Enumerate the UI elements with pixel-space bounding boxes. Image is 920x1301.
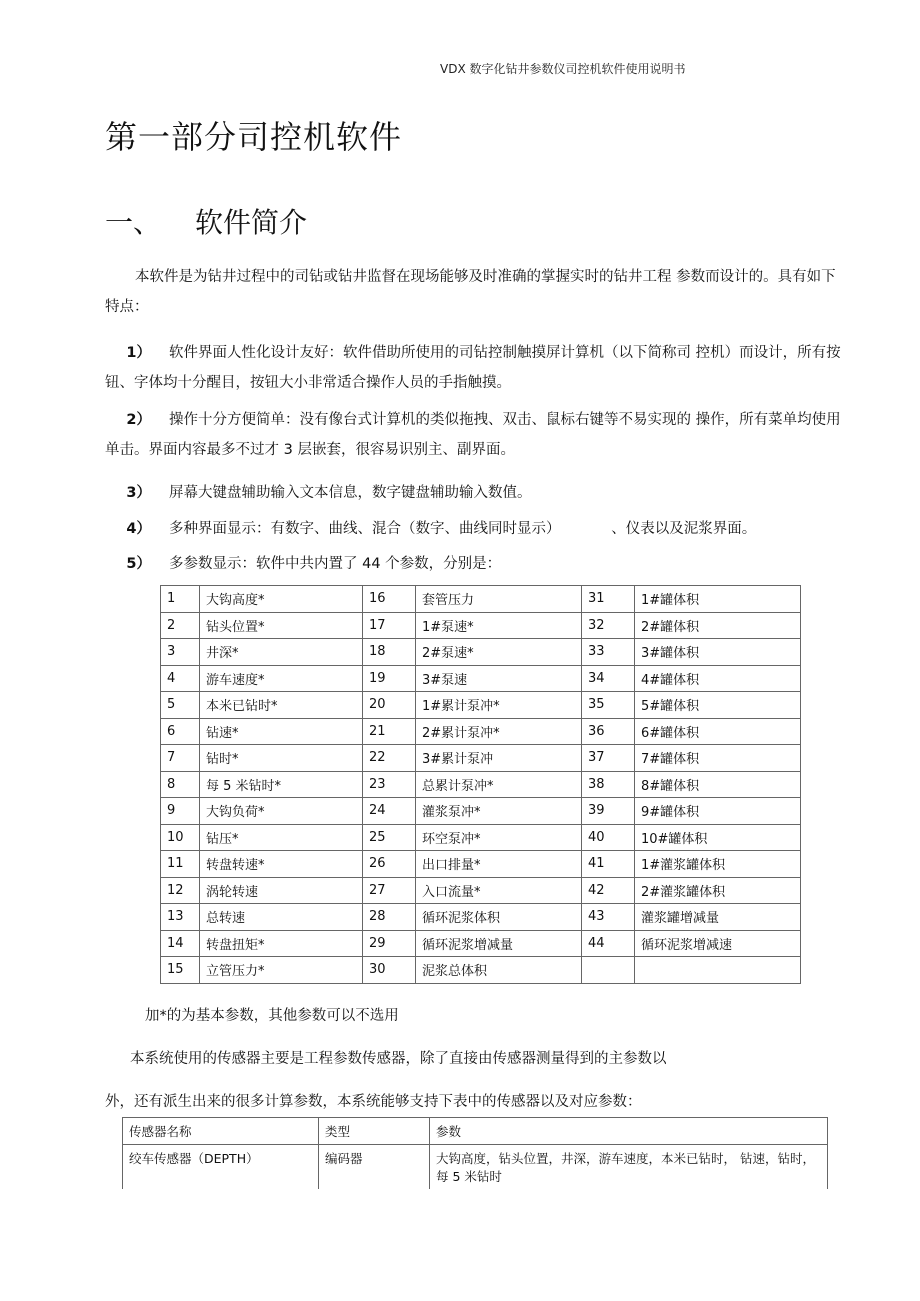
table-row (161, 877, 801, 904)
param-number-cell: 18 (363, 639, 416, 666)
param-name-cell: 1#灌浆罐体积 (635, 851, 801, 878)
param-name-cell: 6#罐体积 (635, 718, 801, 745)
param-number-cell: 21 (363, 718, 416, 745)
table-row (161, 771, 801, 798)
param-name-cell: 井深* (200, 639, 363, 666)
param-number-cell: 26 (363, 851, 416, 878)
param-number-cell: 11 (161, 851, 200, 878)
table-row (123, 1145, 828, 1190)
param-number-cell (582, 957, 635, 984)
feature-number: 3） (126, 485, 151, 501)
param-name-cell: 2#罐体积 (635, 612, 801, 639)
param-name-cell: 灌浆罐增减量 (635, 904, 801, 931)
param-number-cell: 4 (161, 665, 200, 692)
feature-text: 多参数显示：软件中共内置了 44 个参数，分别是： (169, 556, 502, 572)
param-name-cell: 5#罐体积 (635, 692, 801, 719)
param-name-cell: 1#累计泵冲* (416, 692, 582, 719)
table-row (161, 612, 801, 639)
param-name-cell: 出口排量* (416, 851, 582, 878)
param-number-cell: 2 (161, 612, 200, 639)
intro-paragraph: 本软件是为钻井过程中的司钻或钻井监督在现场能够及时准确的掌握实时的钻井工程 参数而设计的。具有如下特点： (105, 269, 836, 315)
param-name-cell: 4#罐体积 (635, 665, 801, 692)
param-name-cell: 灌浆泵冲* (416, 798, 582, 825)
param-number-cell: 7 (161, 745, 200, 772)
param-number-cell: 23 (363, 771, 416, 798)
param-number-cell: 6 (161, 718, 200, 745)
header-cell: 类型 (319, 1118, 430, 1145)
basic-parameter-note: 加*的为基本参数，其他参数可以不选用 (145, 1008, 399, 1024)
sensor-type-cell: 编码器 (319, 1145, 430, 1190)
table-row (161, 665, 801, 692)
table-row (161, 639, 801, 666)
param-name-cell: 9#罐体积 (635, 798, 801, 825)
table-row (161, 851, 801, 878)
feature-text: 屏幕大键盘辅助输入文本信息，数字键盘辅助输入数值。 (169, 485, 532, 501)
param-name-cell: 循环泥浆增减速 (635, 930, 801, 957)
table-row (161, 745, 801, 772)
param-number-cell: 12 (161, 877, 200, 904)
param-number-cell: 19 (363, 665, 416, 692)
section-number: 一、 (105, 206, 162, 239)
param-name-cell: 3#累计泵冲 (416, 745, 582, 772)
feature-number: 2） (126, 412, 151, 428)
param-number-cell: 5 (161, 692, 200, 719)
param-number-cell: 25 (363, 824, 416, 851)
section-title-text: 软件简介 (195, 206, 308, 239)
param-name-cell: 泥浆总体积 (416, 957, 582, 984)
table-row (161, 798, 801, 825)
table-row (161, 904, 801, 931)
param-name-cell: 立管压力* (200, 957, 363, 984)
param-number-cell: 14 (161, 930, 200, 957)
table-row (161, 718, 801, 745)
feature-number: 5） (126, 556, 151, 572)
table-row (161, 586, 801, 613)
param-number-cell: 9 (161, 798, 200, 825)
param-number-cell: 43 (582, 904, 635, 931)
param-name-cell: 涡轮转速 (200, 877, 363, 904)
sensor-name-cell: 绞车传感器（DEPTH） (123, 1145, 319, 1190)
param-number-cell: 28 (363, 904, 416, 931)
param-name-cell: 2#灌浆罐体积 (635, 877, 801, 904)
param-name-cell: 8#罐体积 (635, 771, 801, 798)
param-name-cell: 套管压力 (416, 586, 582, 613)
table-row (161, 824, 801, 851)
sensor-table (122, 1117, 828, 1189)
param-number-cell: 34 (582, 665, 635, 692)
param-number-cell: 1 (161, 586, 200, 613)
sensor-paragraph-line2: 外，还有派生出来的很多计算参数，本系统能够支持下表中的传感器以及对应参数： (105, 1094, 642, 1110)
param-name-cell: 总累计泵冲* (416, 771, 582, 798)
header-cell: 参数 (430, 1118, 828, 1145)
feature-item-2 (105, 405, 845, 465)
param-number-cell: 13 (161, 904, 200, 931)
section-title (105, 201, 307, 241)
feature-text: 操作十分方便简单：没有像台式计算机的类似拖拽、双击、鼠标右键等不易实现的 操作，所有菜单均使用单击。界面内容最多不过才 3 层嵌套，很容易识别主、副界面。 (105, 412, 841, 458)
table-row (161, 692, 801, 719)
param-number-cell: 20 (363, 692, 416, 719)
param-number-cell: 42 (582, 877, 635, 904)
feature-number: 4） (126, 521, 151, 537)
param-number-cell: 3 (161, 639, 200, 666)
feature-item-3 (105, 478, 532, 508)
sensor-paragraph-line1: 本系统使用的传感器主要是工程参数传感器，除了直接由传感器测量得到的主参数以 (130, 1051, 667, 1067)
param-name-cell: 3#泵速 (416, 665, 582, 692)
param-name-cell: 2#累计泵冲* (416, 718, 582, 745)
param-name-cell: 钻速* (200, 718, 363, 745)
param-number-cell: 38 (582, 771, 635, 798)
param-number-cell: 10 (161, 824, 200, 851)
param-number-cell: 35 (582, 692, 635, 719)
param-number-cell: 24 (363, 798, 416, 825)
sensor-table-header (123, 1118, 828, 1145)
param-name-cell: 转盘转速* (200, 851, 363, 878)
feature-number: 1） (126, 345, 151, 361)
param-name-cell: 总转速 (200, 904, 363, 931)
part-title: 第一部分司控机软件 (105, 118, 403, 156)
param-name-cell: 1#泵速* (416, 612, 582, 639)
feature-item-4 (105, 514, 756, 544)
param-number-cell: 15 (161, 957, 200, 984)
param-number-cell: 27 (363, 877, 416, 904)
feature-item-1 (105, 338, 845, 398)
page-header: VDX 数字化钻井参数仪司控机软件使用说明书 (440, 62, 686, 76)
param-name-cell: 入口流量* (416, 877, 582, 904)
param-name-cell: 2#泵速* (416, 639, 582, 666)
param-name-cell: 环空泵冲* (416, 824, 582, 851)
feature-item-5 (105, 549, 501, 579)
param-number-cell: 30 (363, 957, 416, 984)
param-name-cell: 3#罐体积 (635, 639, 801, 666)
param-name-cell: 转盘扭矩* (200, 930, 363, 957)
param-name-cell: 循环泥浆体积 (416, 904, 582, 931)
param-name-cell: 大钩负荷* (200, 798, 363, 825)
param-number-cell: 17 (363, 612, 416, 639)
header-cell: 传感器名称 (123, 1118, 319, 1145)
feature-text: 多种界面显示：有数字、曲线、混合（数字、曲线同时显示） 、仪表以及泥浆界面。 (169, 521, 757, 537)
param-number-cell: 31 (582, 586, 635, 613)
param-number-cell: 16 (363, 586, 416, 613)
param-name-cell: 7#罐体积 (635, 745, 801, 772)
param-number-cell: 44 (582, 930, 635, 957)
param-name-cell: 钻头位置* (200, 612, 363, 639)
param-number-cell: 39 (582, 798, 635, 825)
param-name-cell: 钻压* (200, 824, 363, 851)
param-number-cell: 41 (582, 851, 635, 878)
param-number-cell: 36 (582, 718, 635, 745)
param-number-cell: 8 (161, 771, 200, 798)
param-name-cell: 游车速度* (200, 665, 363, 692)
param-name-cell: 循环泥浆增减量 (416, 930, 582, 957)
param-name-cell: 1#罐体积 (635, 586, 801, 613)
param-name-cell: 每 5 米钻时* (200, 771, 363, 798)
param-name-cell: 10#罐体积 (635, 824, 801, 851)
param-number-cell: 33 (582, 639, 635, 666)
param-name-cell (635, 957, 801, 984)
table-row (161, 957, 801, 984)
sensor-params-cell: 大钩高度，钻头位置，井深，游车速度，本米已钻时， 钻速，钻时，每 5 米钻时 (430, 1145, 828, 1190)
param-name-cell: 本米已钻时* (200, 692, 363, 719)
param-number-cell: 40 (582, 824, 635, 851)
param-name-cell: 钻时* (200, 745, 363, 772)
table-row (161, 930, 801, 957)
param-number-cell: 29 (363, 930, 416, 957)
param-number-cell: 37 (582, 745, 635, 772)
feature-text: 软件界面人性化设计友好：软件借助所使用的司钻控制触摸屏计算机（以下简称司 控机）而设计，所有按钮、字体均十分醒目，按钮大小非常适合操作人员的手指触摸。 (105, 345, 841, 391)
param-number-cell: 32 (582, 612, 635, 639)
param-number-cell: 22 (363, 745, 416, 772)
param-name-cell: 大钩高度* (200, 586, 363, 613)
parameter-table (160, 585, 801, 984)
